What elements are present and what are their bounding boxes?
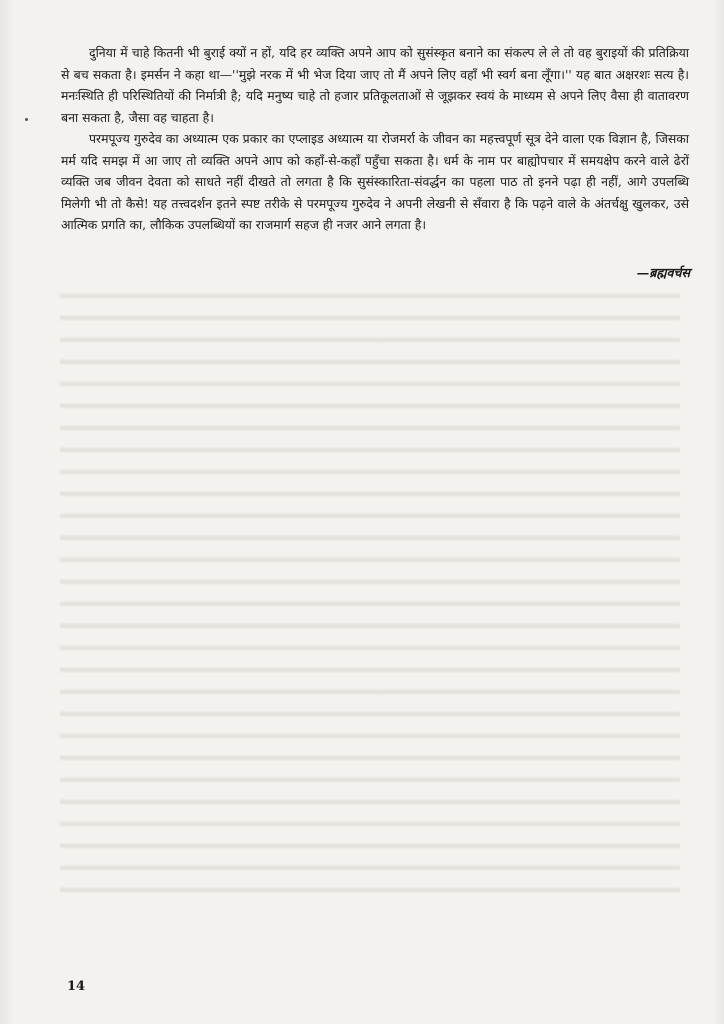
attribution: —ब्रह्मवर्चस: [636, 265, 690, 280]
paragraph-2: परमपूज्य गुरुदेव का अध्यात्म एक प्रकार का एप्लाइड अध्यात्म या रोजमर्रा के जीवन का महत्त्वपूर्ण सूत्र देने वाला एक विज्ञान है, जिसका मर्म यदि समझ में आ जाए तो व्यक्ति अपने आप को कहाँ-से-कहाँ पहुँचा सकता है। धर्म के नाम पर बाह्योपचार में समयक्षेप करने वाले ढेरों व्यक्ति जब जीवन देवता को साधते नहीं दीखते तो लगता है कि सुसंस्कारिता-संवर्द्धन का पहला पाठ तो इनने पढ़ा ही नहीं, आगे उपलब्धि मिलेगी भी तो कैसे! यह तत्त्वदर्शन इतने स्पष्ट तरीके से परमपूज्य गुरुदेव ने अपनी लेखनी से सँवारा है कि पढ़ने वाले के अंतर्चक्षु खुलकर, उसे आत्मिक प्रगति का, लौकिक उपलब्धियों का राजमार्ग सहज ही नजर आने लगता है।: [61, 131, 689, 232]
margin-mark: [25, 118, 28, 121]
body-text: [61, 42, 689, 236]
paragraph-1: दुनिया में चाहे कितनी भी बुराई क्यों न हों, यदि हर व्यक्ति अपने आप को सुसंस्कृत बनाने का संकल्प ले ले तो वह बुराइयों की प्रतिक्रिया से बच सकता है। इमर्सन ने कहा था—''मुझे नरक में भी भेज दिया जाए तो मैं अपने लिए वहाँ भी स्वर्ग बना लूँगा।'' यह बात अक्षरशः सत्य है। मनःस्थिति ही परिस्थितियों की निर्मात्री है; यदि मनुष्य चाहे तो हजार प्रतिकूलताओं से जूझकर स्वयं के माध्यम से अपने लिए वैसा ही वातावरण बना सकता है, जैसा वह चाहता है।: [61, 45, 689, 125]
bleed-through-texture: [60, 285, 680, 900]
page-number: 14: [67, 979, 86, 994]
